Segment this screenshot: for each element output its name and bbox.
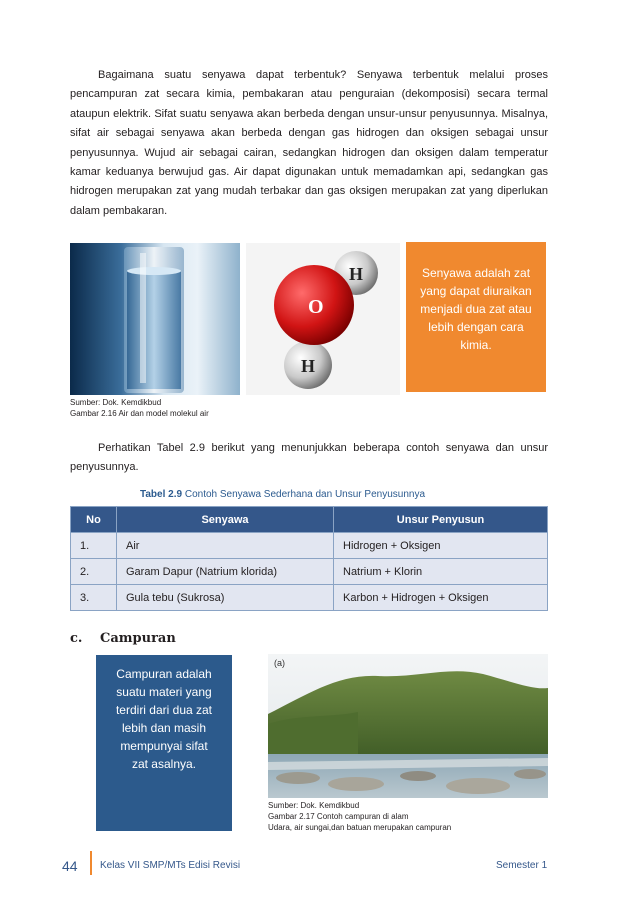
- intro-paragraph: [70, 66, 548, 221]
- table-intro-paragraph: [70, 439, 548, 478]
- row-unsur: Karbon + Hidrogen + Oksigen: [334, 585, 548, 611]
- row-no: 1.: [71, 533, 117, 559]
- river-photo: [268, 654, 548, 798]
- intro-paragraph-text: Bagaimana suatu senyawa dapat terbentuk? Senyawa terbentuk melalui proses pencampuran zat secara kimia, pembakaran atau penguraian (dekomposisi) secara termal ataupun elektrik. Sifat suatu senyawa akan berbeda dengan unsur-unsur penyusunnya. Misalnya, sifat air sebagai senyawa akan berbeda dengan gas hidrogen dan oksigen sebagai unsur penyusunnya. Wujud air sebagai cairan, sedangkan hidrogen dan oksigen dalam temperatur kamar keduanya berwujud gas. Air dapat digunakan untuk memadamkan api, sedangkan gas hidrogen merupakan zat yang mudah terbakar dan gas oksigen merupakan zat yang diperlukan dalam pembakaran.: [70, 69, 548, 217]
- oxygen-label: O: [308, 296, 324, 318]
- water-molecule-model: [246, 243, 400, 395]
- table-title: Contoh Senyawa Sederhana dan Unsur Penyusunnya: [184, 489, 426, 500]
- row-senyawa: Garam Dapur (Natrium klorida): [117, 559, 334, 585]
- figure-216-title: Gambar 2.16 Air dan model molekul air: [70, 409, 209, 418]
- figure-217-caption: [268, 800, 451, 833]
- table-label: Tabel 2.9: [140, 489, 183, 500]
- footer-divider: [90, 851, 92, 875]
- header-unsur: Unsur Penyusun: [334, 507, 548, 533]
- figure-216-source: Sumber: Dok. Kemdikbud: [70, 398, 162, 407]
- section-heading: [70, 631, 176, 646]
- header-senyawa: Senyawa: [117, 507, 334, 533]
- row-senyawa: Gula tebu (Sukrosa): [117, 585, 334, 611]
- figure-217-title: Gambar 2.17 Contoh campuran di alam: [268, 812, 409, 821]
- note-campuran-text: Campuran adalah suatu materi yang terdiri dari dua zat lebih dan masih mempunyai sifat zat asalnya.: [115, 667, 213, 771]
- row-no: 2.: [71, 559, 117, 585]
- table-caption: [140, 489, 425, 500]
- table-header-row: [71, 507, 548, 533]
- table-row: [71, 533, 548, 559]
- photo-label: (a): [274, 658, 285, 668]
- row-unsur: Natrium + Klorin: [334, 559, 548, 585]
- figure-water-molecule: [70, 243, 400, 395]
- compound-table: [70, 506, 548, 611]
- note-campuran: [96, 655, 232, 831]
- footer-semester: Semester 1: [496, 860, 548, 871]
- row-no: 3.: [71, 585, 117, 611]
- note-senyawa: [406, 242, 546, 392]
- table-row: [71, 559, 548, 585]
- hydrogen-label-top: H: [349, 264, 364, 284]
- table-intro-text: Perhatikan Tabel 2.9 berikut yang menunjukkan beberapa contoh senyawa dan unsur penyusunnya.: [70, 442, 548, 474]
- footer-book-title: Kelas VII SMP/MTs Edisi Revisi: [100, 860, 241, 871]
- table-row: [71, 585, 548, 611]
- water-glass-photo: [70, 243, 240, 395]
- figure-216-caption: [70, 397, 209, 419]
- hydrogen-label-bottom: H: [301, 356, 316, 376]
- figure-217-description: Udara, air sungai,dan batuan merupakan campuran: [268, 823, 452, 832]
- section-title: Campuran: [100, 631, 176, 646]
- page-number: 44: [62, 858, 78, 874]
- header-no: No: [71, 507, 117, 533]
- row-senyawa: Air: [117, 533, 334, 559]
- row-unsur: Hidrogen + Oksigen: [334, 533, 548, 559]
- note-senyawa-text: Senyawa adalah zat yang dapat diuraikan menjadi dua zat atau lebih dengan cara kimia.: [420, 266, 532, 352]
- figure-217-source: Sumber: Dok. Kemdikbud: [268, 801, 360, 810]
- section-label: c.: [70, 631, 83, 646]
